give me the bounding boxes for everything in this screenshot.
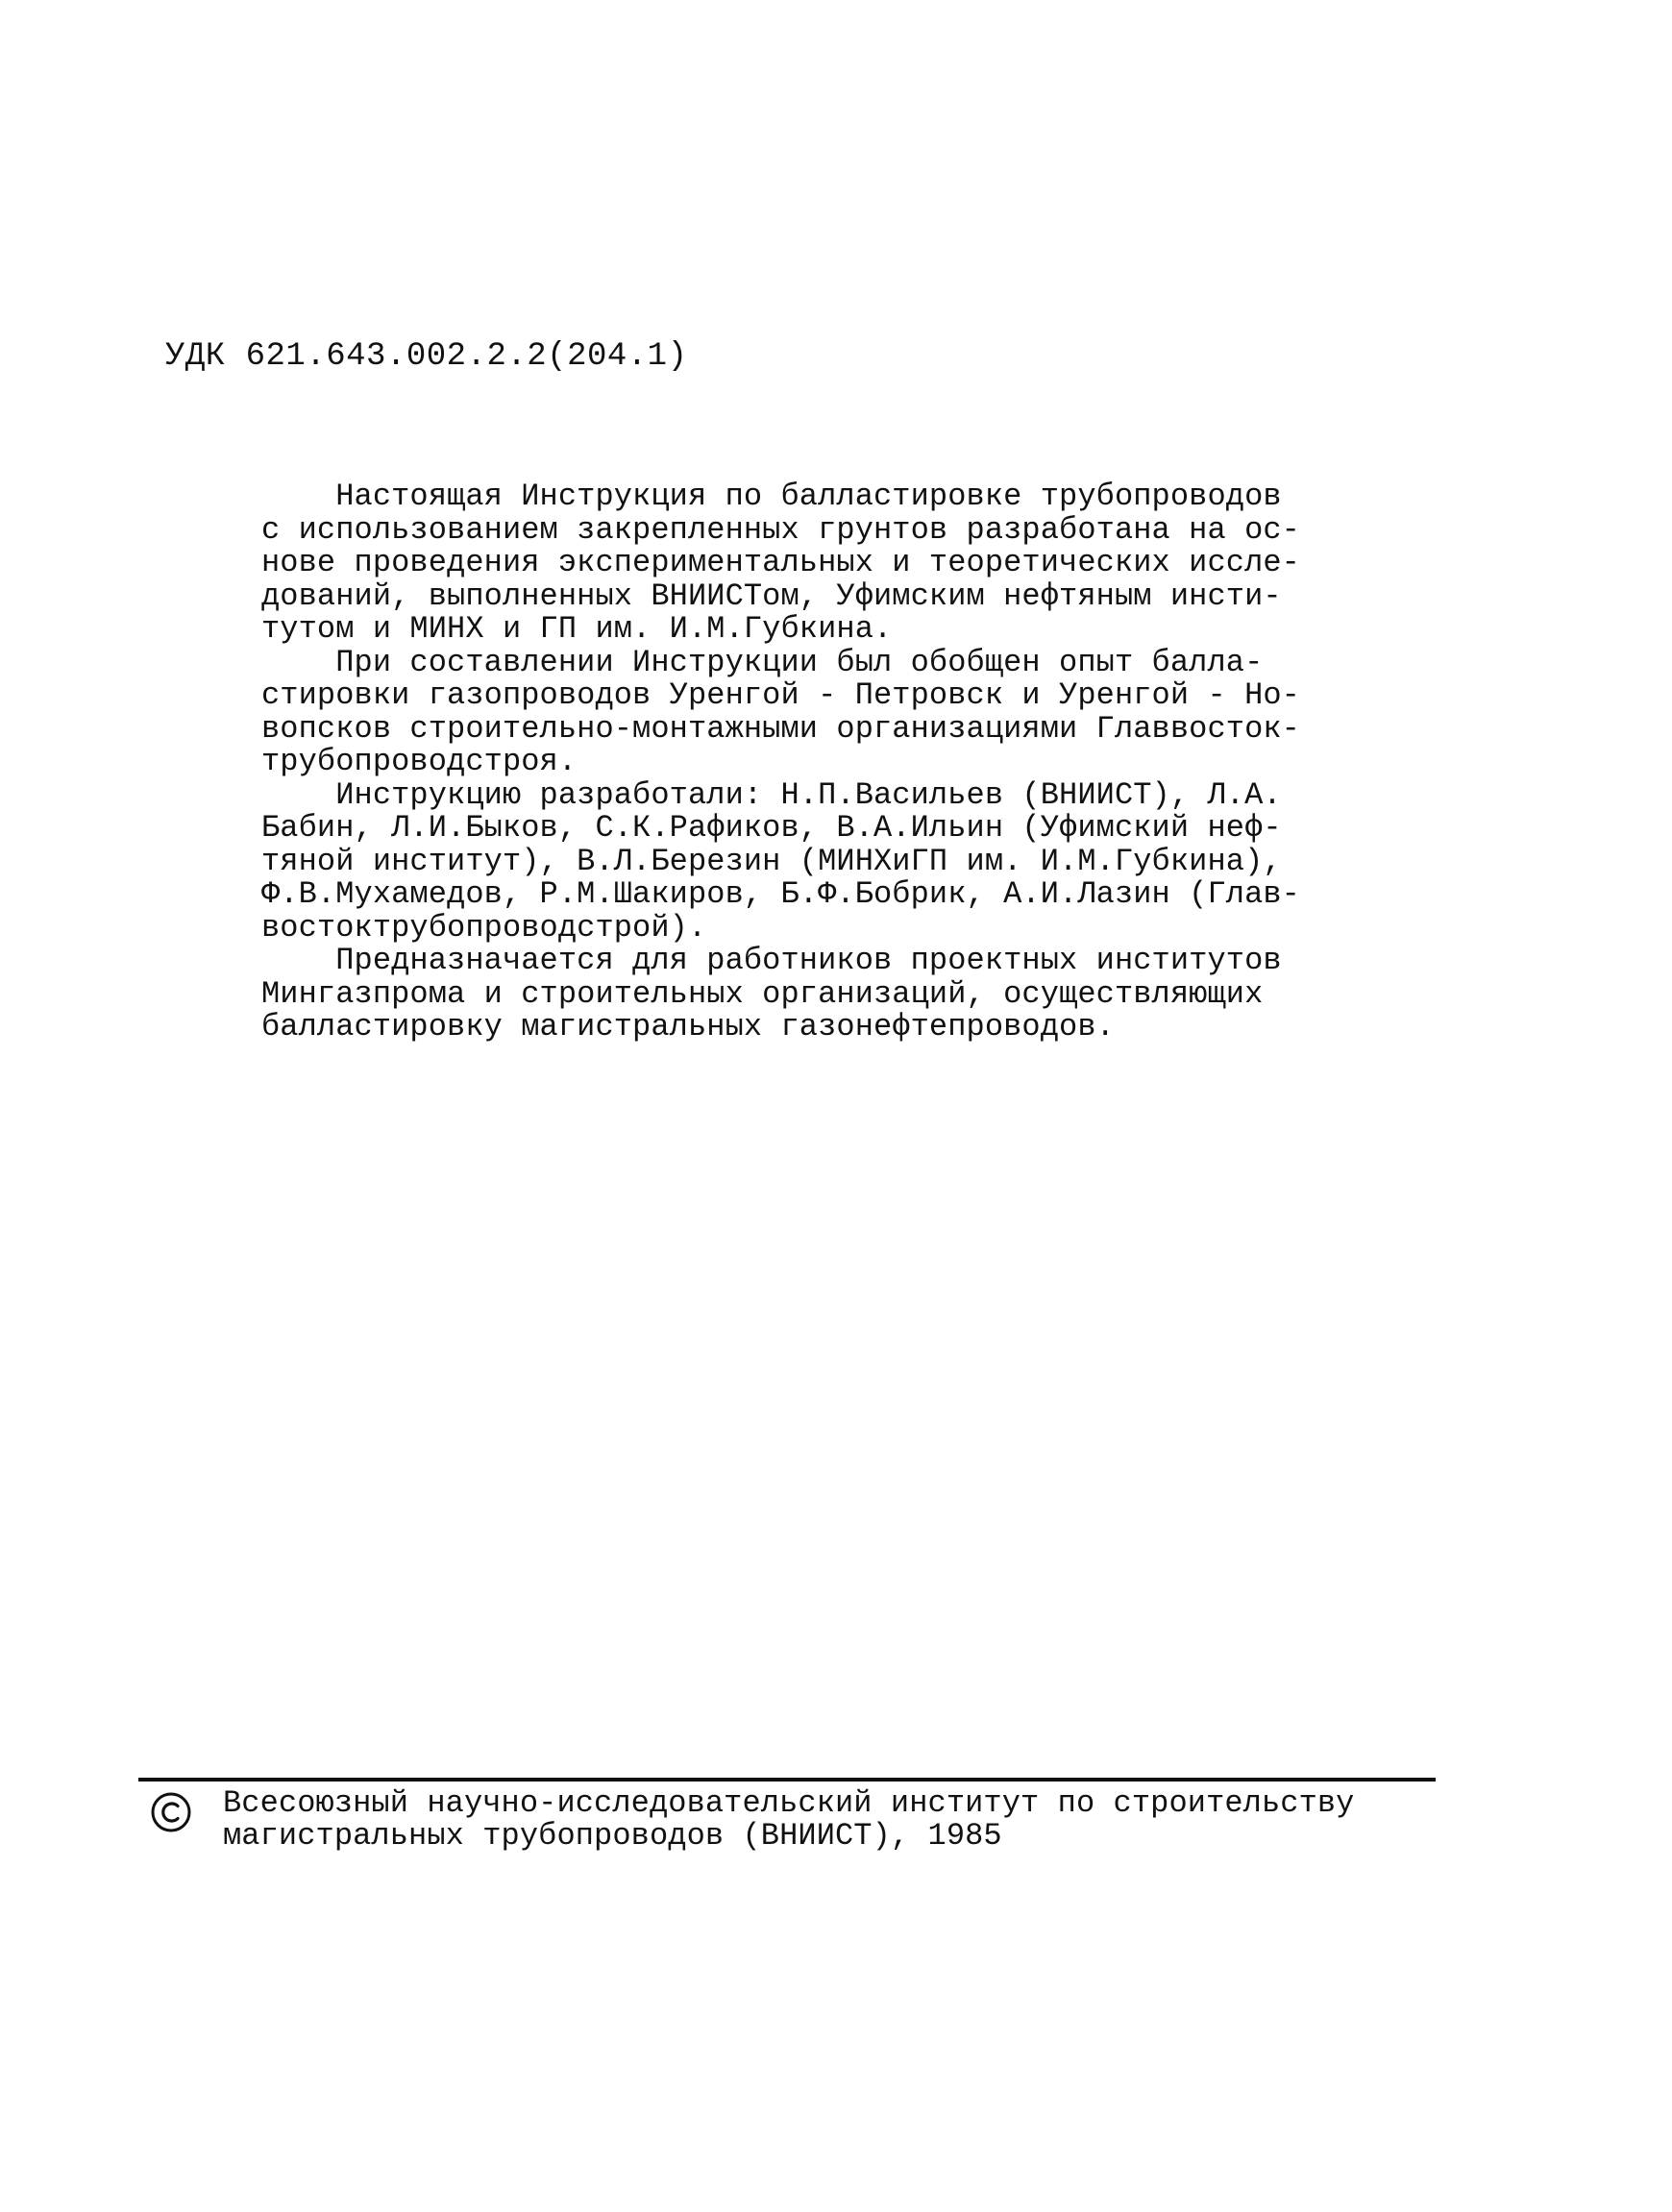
copyright-icon xyxy=(150,1791,192,1833)
text-line: нове проведения экспериментальных и теоретических иссле- xyxy=(261,545,1300,580)
text-line: балластировку магистральных газонефтепроводов. xyxy=(261,1009,1115,1045)
copyright-line: магистральных трубопроводов (ВНИИСТ), 1985 xyxy=(223,1818,1002,1854)
text-line: При составлении Инструкции был обобщен опыт балла- xyxy=(261,644,1264,680)
copyright-text xyxy=(223,1787,1355,1853)
text-line: стировки газопроводов Уренгой - Петровск и Уренгой - Но- xyxy=(261,677,1300,713)
udc-code: УДК 621.643.002.2.2(204.1) xyxy=(165,338,688,375)
text-line: Бабин, Л.И.Быков, С.К.Рафиков, В.А.Ильин (Уфимский неф- xyxy=(261,810,1282,846)
footer-divider xyxy=(138,1778,1436,1782)
copyright-line: Всесоюзный научно-исследовательский институт по строительству xyxy=(223,1785,1355,1821)
text-line: востоктрубопроводстрой). xyxy=(261,909,707,946)
text-line: Настоящая Инструкция по балластировке трубопроводов xyxy=(261,479,1282,514)
text-line: вопсков строительно-монтажными организациями Главвосток- xyxy=(261,710,1300,747)
annotation-text xyxy=(261,480,1366,1045)
text-line: с использованием закрепленных грунтов разработана на ос- xyxy=(261,511,1300,548)
text-line: тутом и МИНХ и ГП им. И.М.Губкина. xyxy=(261,611,893,647)
text-line: Мингазпрома и строительных организаций, осуществляющих xyxy=(261,975,1264,1012)
text-line: трубопроводстроя. xyxy=(261,744,578,779)
text-line: Предназначается для работников проектных институтов xyxy=(261,943,1282,978)
text-line: тяной институт), В.Л.Березин (МИНХиГП им. И.М.Губкина), xyxy=(261,843,1282,879)
text-line: дований, выполненных ВНИИСТом, Уфимским нефтяным инсти- xyxy=(261,578,1282,614)
text-line: Инструкцию разработали: Н.П.Васильев (ВНИИСТ), Л.А. xyxy=(261,776,1282,813)
text-line: Ф.В.Мухамедов, Р.М.Шакиров, Б.Ф.Бобрик, А.И.Лазин (Глав- xyxy=(261,876,1300,912)
